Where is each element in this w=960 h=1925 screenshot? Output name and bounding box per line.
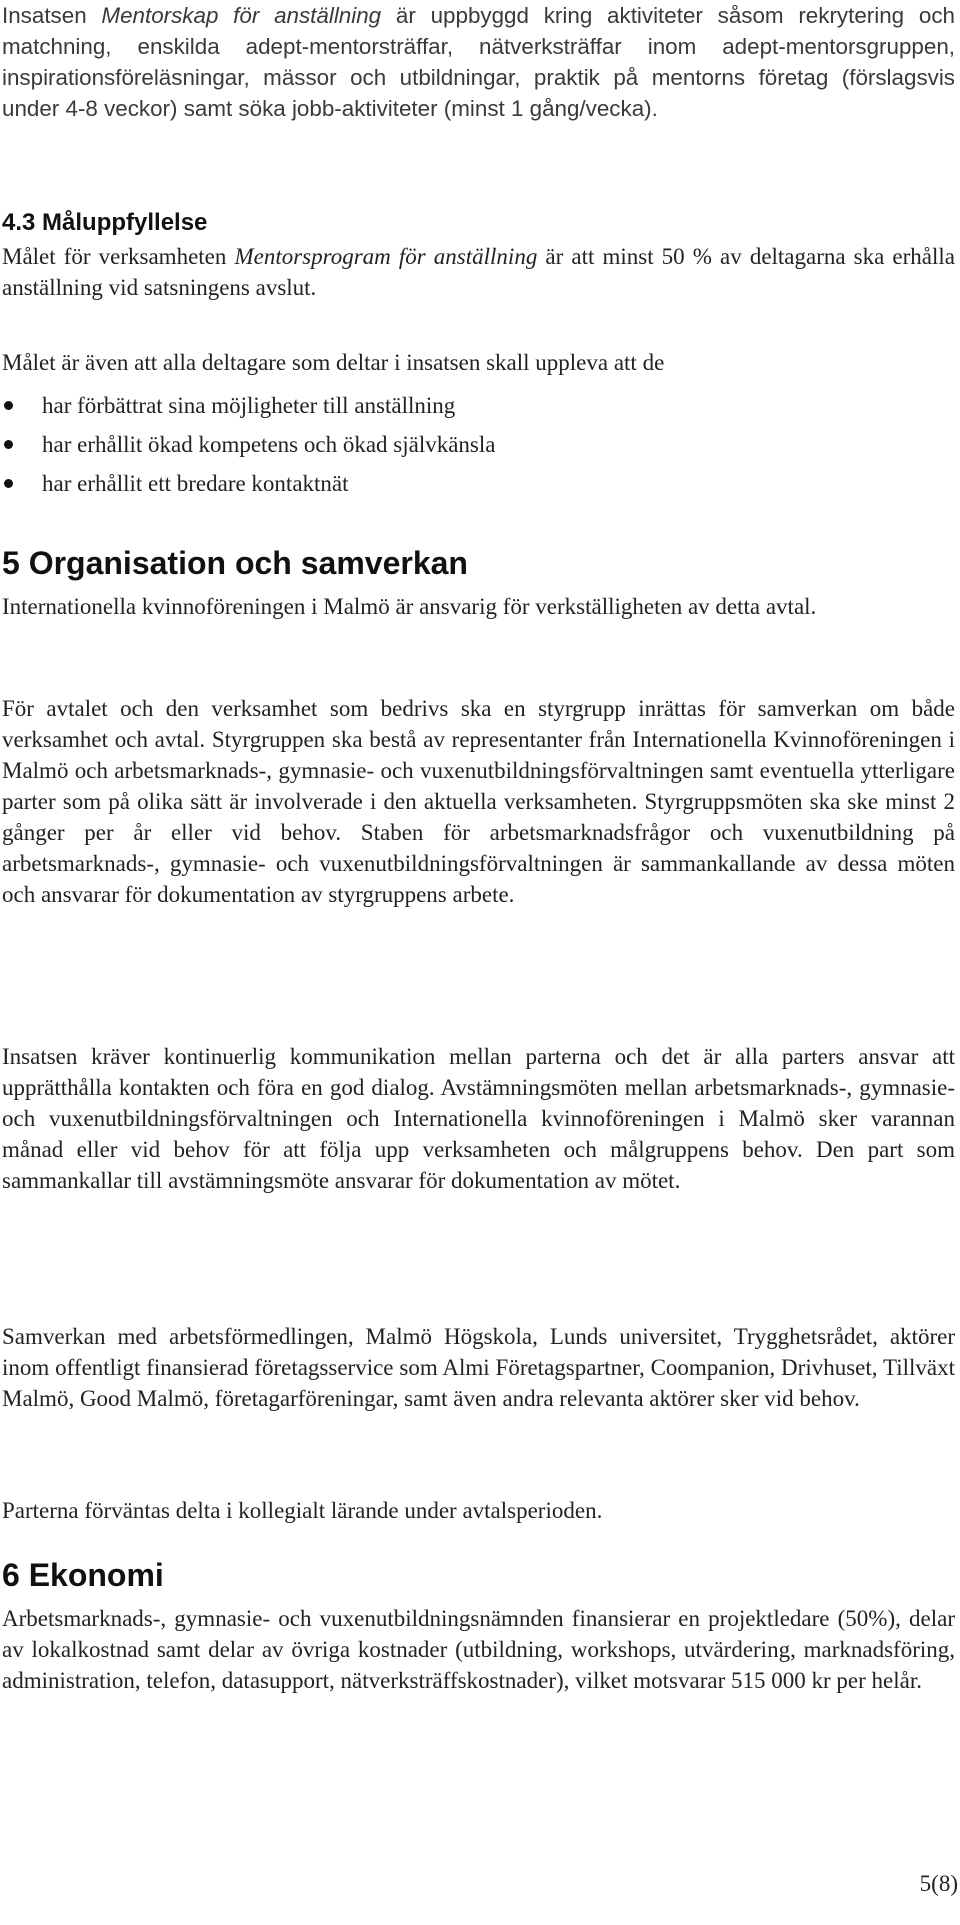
heading-5: 5 Organisation och samverkan [2,545,468,581]
section-6-paragraph: Arbetsmarknads-, gymnasie- och vuxenutbildningsnämnden finansierar en projektledare (50%), delar av lokalkostnad samt delar av övriga kostnader (utbildning, workshops, utvärdering, marknadsföring, administration, telefon, datasupport, nätverksträffskostnader), vilket motsvarar 515 000 kr per helår. [2,1606,955,1693]
section-5-paragraph-1: Internationella kvinnoföreningen i Malmö är ansvarig för verkställigheten av detta avtal. [2,594,817,619]
goal-bullet-list [2,386,955,503]
section-5-paragraph-4: Samverkan med arbetsförmedlingen, Malmö Högskola, Lunds universitet, Trygghetsrådet, aktörer inom offentligt finansierad företagsservice som Almi Företagspartner, Coompanion, Drivhuset, Tillväxt Malmö, Good Malmö, företagarföreningar, samt även andra relevanta aktörer sker vid behov. [2,1324,955,1411]
page-number: 5(8) [919,1871,958,1896]
program-name-italic: Mentorsprogram för anställning [234,244,538,269]
section-5-paragraph-5: Parterna förväntas delta i kollegialt lärande under avtalsperioden. [2,1498,603,1523]
list-item: har erhållit ökad kompetens och ökad självkänsla [2,425,955,464]
list-item: har erhållit ett bredare kontaktnät [2,464,955,503]
section-5-paragraph-3: Insatsen kräver kontinuerlig kommunikation mellan parterna och det är alla parters ansvar att upprätthålla kontakten och föra en god dialog. Avstämningsmöten mellan arbetsmarknads-, gymnasie- och vuxenutbildningsförvaltningen och Internationella kvinnoföreningen i Malmö sker varannan månad eller vid behov för att följa upp verksamheten och målgruppens behov. Den part som sammankallar till avstämningsmöte ansvarar för dokumentation av mötet. [2,1044,955,1193]
heading-6: 6 Ekonomi [2,1557,164,1593]
aim-intro: Målet är även att alla deltagare som deltar i insatsen skall uppleva att de [2,350,665,375]
intro-paragraph: Insatsen Mentorskap för anställning är uppbyggd kring aktiviteter såsom rekrytering och matchning, enskilda adept-mentorsträffar, nätverksträffar inom adept-mentorsgruppen, inspirationsföreläsningar, mässor och utbildningar, praktik på mentorns företag (förslagsvis under 4-8 veckor) samt söka jobb-aktiviteter (minst 1 gång/vecka). [2,3,955,121]
goal-paragraph: Målet för verksamheten Mentorsprogram för anställning är att minst 50 % av deltagarna ska erhålla anställning vid satsningens avslut. [2,244,955,300]
heading-4-3: 4.3 Måluppfyllelse [2,209,208,236]
list-item: har förbättrat sina möjligheter till anställning [2,386,955,425]
program-name-italic: Mentorskap för anställning [101,3,382,28]
section-5-paragraph-2: För avtalet och den verksamhet som bedrivs ska en styrgrupp inrättas för samverkan om både verksamhet och avtal. Styrgruppen ska bestå av representanter från Internationella Kvinnoföreningen i Malmö och arbetsmarknads-, gymnasie- och vuxenutbildningsförvaltningen samt eventuella ytterligare parter som på olika sätt är involverade i den aktuella verksamheten. Styrgruppsmöten ska ske minst 2 gånger per år eller vid behov. Staben för arbetsmarknadsfrågor och vuxenutbildning på arbetsmarknads-, gymnasie- och vuxenutbildningsförvaltningen är sammankallande av dessa möten och ansvarar för dokumentation av styrgruppens arbete. [2,696,955,907]
